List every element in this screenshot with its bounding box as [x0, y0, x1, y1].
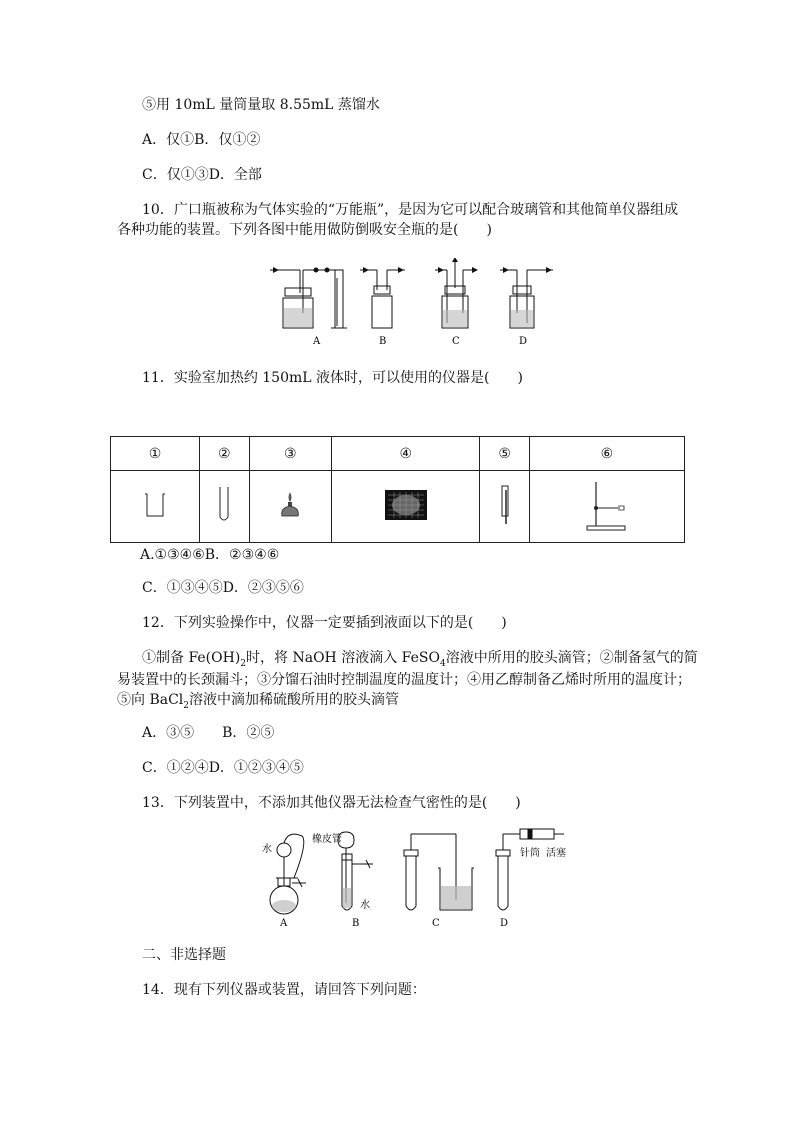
- fig10-label-b: B: [379, 336, 387, 347]
- test-tube-cell: [200, 471, 249, 543]
- answer-11-cd: C．①③④⑤D．②③⑤⑥: [142, 580, 304, 596]
- q12-part-c: 溶液中所用的胶头滴管；②制备氢气的简: [445, 650, 698, 666]
- table-header-6: ⑥: [529, 437, 684, 471]
- fig13-label-c: C: [432, 918, 440, 928]
- q12-part-a: ①制备 Fe(OH): [142, 650, 241, 666]
- wire-gauze-icon: [384, 489, 428, 521]
- test-tube-icon: [217, 485, 231, 525]
- q12-sub-c: 2: [183, 700, 190, 711]
- question-13: 13．下列装置中，不添加其他仪器无法检查气密性的是( ): [142, 795, 521, 811]
- alcohol-lamp-icon: [278, 490, 302, 520]
- answer-options-cd: C．仅①③D．全部: [142, 167, 262, 183]
- test-tube-holder-icon: [498, 484, 512, 526]
- iron-stand-icon: [584, 478, 630, 532]
- test-tube-holder-cell: [480, 471, 529, 543]
- fig10-label-d: D: [519, 336, 528, 347]
- table-header-1: ①: [111, 437, 200, 471]
- beaker-cell: [111, 471, 200, 543]
- question-12: 12．下列实验操作中，仪器一定要插到液面以下的是( ): [142, 615, 507, 631]
- table-header-2: ②: [200, 437, 249, 471]
- fig13-label-a: A: [280, 918, 288, 928]
- answer-12-cd: C．①②④D．①②③④⑤: [142, 760, 304, 776]
- fig13-water-a: 水: [262, 844, 272, 855]
- table-header-5: ⑤: [480, 437, 529, 471]
- section-2-title: 二、非选择题: [142, 947, 226, 963]
- table-header-3: ③: [249, 437, 331, 471]
- question-11: 11．实验室加热约 150mL 液体时，可以使用的仪器是( ): [142, 370, 523, 386]
- fig13-label-d: D: [500, 918, 509, 928]
- question-12-body-line2: 易装置中的长颈漏斗；③分馏石油时控制温度的温度计；④用乙醇制备乙烯时所用的温度计；: [117, 672, 691, 688]
- option-line-5: ⑤用 10mL 量筒量取 8.55mL 蒸馏水: [142, 97, 380, 113]
- q12-part-d: ⑤向 BaCl: [117, 692, 184, 708]
- iron-stand-cell: [529, 471, 684, 543]
- answer-11-ab: A.①③④⑥B．②③④⑥: [140, 547, 280, 563]
- question-10-line2: 各种功能的装置。下列各图中能用做防倒吸安全瓶的是( ): [117, 222, 492, 238]
- fig13-label-b: B: [352, 918, 360, 928]
- answer-12-ab: A．③⑤ B．②⑤: [142, 725, 275, 741]
- question-10-line1: 10．广口瓶被称为气体实验的“万能瓶”，是因为它可以配合玻璃管和其他简单仪器组成: [142, 202, 679, 218]
- answer-options-ab: A．仅①B．仅①②: [142, 132, 261, 148]
- question-12-body-line3: [117, 690, 399, 716]
- q12-part-b: 时，将 NaOH 溶液滴入 FeSO: [246, 650, 440, 666]
- fig10-label-c: C: [452, 336, 460, 347]
- question-14: 14．现有下列仪器或装置，请回答下列问题：: [142, 982, 426, 998]
- q12-sub-b: 4: [439, 658, 446, 669]
- table-header-4: ④: [332, 437, 480, 471]
- question-10-figure: [265, 258, 565, 348]
- q12-part-e: 溶液中滴加稀硫酸所用的胶头滴管: [189, 692, 400, 708]
- wire-gauze-cell: [332, 471, 480, 543]
- q12-sub-a: 2: [240, 658, 247, 669]
- fig13-piston: 活塞: [546, 848, 566, 859]
- fig13-water-b: 水: [360, 900, 370, 911]
- question-13-figure: [258, 828, 578, 928]
- alcohol-lamp-cell: [249, 471, 331, 543]
- instrument-table: [110, 436, 685, 543]
- fig13-rubber-tube: 橡皮管: [312, 834, 342, 845]
- fig13-syringe: 针筒: [520, 848, 540, 859]
- beaker-icon: [142, 491, 168, 519]
- fig10-label-a: A: [313, 336, 321, 347]
